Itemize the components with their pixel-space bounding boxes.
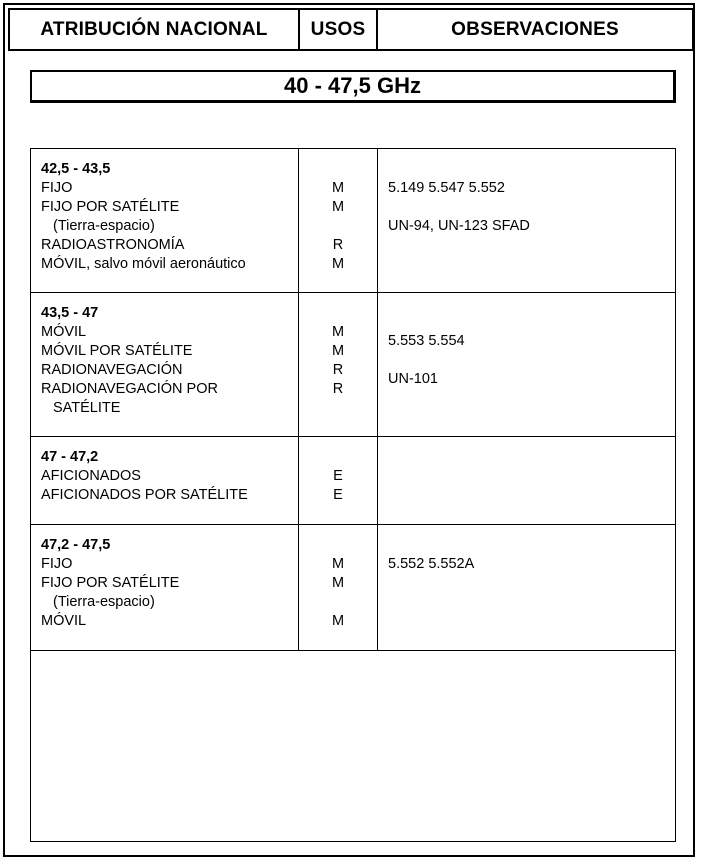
table-row-3-usos [298, 467, 378, 505]
frequency-range: 47,2 - 47,5 [41, 537, 111, 553]
uso-code: M [331, 556, 345, 572]
uso-code: M [331, 199, 345, 215]
table-row-1-usos [298, 179, 378, 274]
uso-code: R [332, 381, 344, 397]
service-name: FIJO POR SATÉLITE [41, 199, 180, 215]
header-observaciones: OBSERVACIONES [376, 8, 694, 51]
service-name: RADIOASTRONOMÍA [41, 237, 185, 253]
uso-code: M [331, 256, 345, 272]
observation: UN-101 [388, 371, 438, 387]
service-name: MÓVIL POR SATÉLITE [41, 343, 193, 359]
uso-code: E [333, 487, 343, 503]
service-name: SATÉLITE [53, 400, 121, 416]
uso-code: M [331, 613, 345, 629]
table-row-1-observaciones [388, 179, 530, 236]
observation: 5.553 5.554 [388, 333, 465, 349]
table-row-2-observaciones [388, 332, 465, 389]
service-name: AFICIONADOS [41, 468, 141, 484]
service-name: RADIONAVEGACIÓN POR [41, 381, 218, 397]
row-divider-2 [30, 436, 676, 437]
uso-code: M [331, 343, 345, 359]
service-name: MÓVIL [41, 613, 87, 629]
table-row-2-usos [298, 323, 378, 399]
header-usos: USOS [298, 8, 378, 51]
service-name: FIJO [41, 556, 73, 572]
service-name: FIJO POR SATÉLITE [41, 575, 180, 591]
observation: 5.552 5.552A [388, 556, 475, 572]
service-name: AFICIONADOS POR SATÉLITE [41, 487, 248, 503]
service-name: MÓVIL [41, 324, 87, 340]
uso-code [298, 217, 378, 236]
table-row-3-services [41, 448, 248, 505]
row-divider-4 [30, 650, 676, 651]
service-name: RADIONAVEGACIÓN [41, 362, 183, 378]
header-atribucion-nacional: ATRIBUCIÓN NACIONAL [8, 8, 300, 51]
table-row-4-services [41, 536, 179, 631]
uso-code: M [331, 180, 345, 196]
service-qualifier: (Tierra-espacio) [53, 594, 155, 610]
uso-code: M [331, 324, 345, 340]
frequency-range: 42,5 - 43,5 [41, 161, 111, 177]
table-row-4-observaciones [388, 555, 474, 574]
table-row-1-services [41, 160, 246, 274]
table-row-2-services [41, 304, 218, 418]
observation: 5.149 5.547 5.552 [388, 180, 505, 196]
uso-code: R [332, 237, 344, 253]
band-title: 40 - 47,5 GHz [30, 70, 676, 103]
frequency-range: 43,5 - 47 [41, 305, 99, 321]
uso-code: R [332, 362, 344, 378]
service-name: FIJO [41, 180, 73, 196]
uso-code: E [333, 468, 343, 484]
frequency-range: 47 - 47,2 [41, 449, 99, 465]
uso-code: M [331, 575, 345, 591]
service-name: MÓVIL, salvo móvil aeronáutico [41, 256, 246, 272]
uso-code [298, 593, 378, 612]
table-row-4-usos [298, 555, 378, 631]
observation: UN-94, UN-123 SFAD [388, 218, 530, 234]
row-divider-3 [30, 524, 676, 525]
row-divider-1 [30, 292, 676, 293]
service-qualifier: (Tierra-espacio) [53, 218, 155, 234]
